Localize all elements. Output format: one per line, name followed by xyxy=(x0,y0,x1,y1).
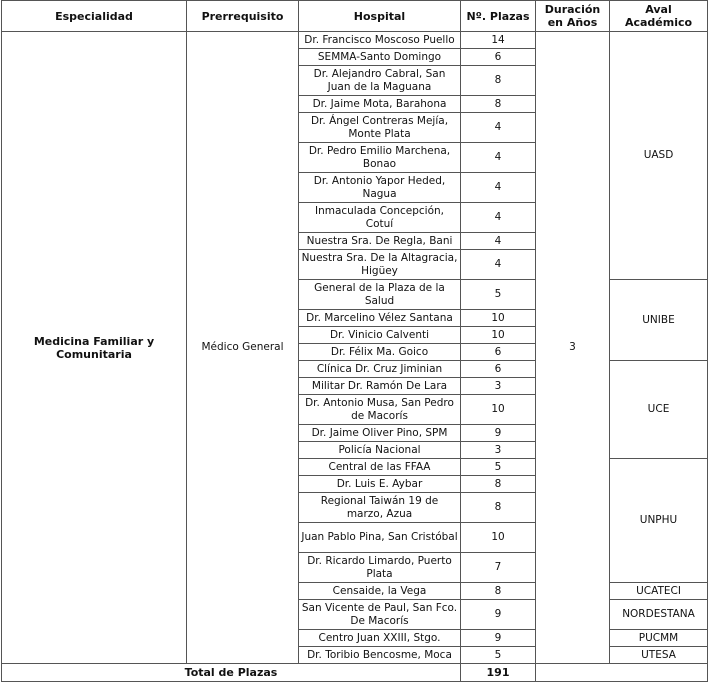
aval-cell: UASD xyxy=(610,32,708,280)
hospital-cell: Juan Pablo Pina, San Cristóbal xyxy=(299,523,461,553)
hospital-cell: Censaide, la Vega xyxy=(299,583,461,600)
aval-cell: UNPHU xyxy=(610,459,708,583)
plazas-cell: 3 xyxy=(461,442,536,459)
plazas-cell: 8 xyxy=(461,96,536,113)
hospital-cell: Dr. Pedro Emilio Marchena, Bonao xyxy=(299,143,461,173)
hospital-cell: Nuestra Sra. De Regla, Bani xyxy=(299,233,461,250)
plazas-cell: 9 xyxy=(461,630,536,647)
header-duracion: Duración en Años xyxy=(536,1,610,32)
hospital-cell: Dr. Luis E. Aybar xyxy=(299,476,461,493)
aval-cell: UTESA xyxy=(610,647,708,664)
plazas-cell: 14 xyxy=(461,32,536,49)
plazas-cell: 3 xyxy=(461,378,536,395)
aval-cell: PUCMM xyxy=(610,630,708,647)
hospital-cell: Dr. Marcelino Vélez Santana xyxy=(299,310,461,327)
hospital-cell: Central de las FFAA xyxy=(299,459,461,476)
total-value: 191 xyxy=(461,664,536,682)
hospital-cell: Dr. Jaime Oliver Pino, SPM xyxy=(299,425,461,442)
duracion-cell: 3 xyxy=(536,32,610,664)
plazas-cell: 8 xyxy=(461,66,536,96)
plazas-cell: 10 xyxy=(461,327,536,344)
plazas-cell: 10 xyxy=(461,310,536,327)
plazas-cell: 8 xyxy=(461,493,536,523)
plazas-cell: 5 xyxy=(461,280,536,310)
hospital-cell: Centro Juan XXIII, Stgo. xyxy=(299,630,461,647)
plazas-table xyxy=(1,0,708,682)
plazas-cell: 4 xyxy=(461,233,536,250)
hospital-cell: Dr. Vinicio Calventi xyxy=(299,327,461,344)
hospital-cell: Dr. Antonio Musa, San Pedro de Macorís xyxy=(299,395,461,425)
plazas-cell: 6 xyxy=(461,49,536,66)
hospital-cell: SEMMA-Santo Domingo xyxy=(299,49,461,66)
plazas-cell: 6 xyxy=(461,361,536,378)
plazas-cell: 8 xyxy=(461,583,536,600)
total-row xyxy=(2,664,708,682)
header-especialidad: Especialidad xyxy=(2,1,187,32)
plazas-cell: 4 xyxy=(461,113,536,143)
plazas-cell: 4 xyxy=(461,143,536,173)
table-row xyxy=(2,32,708,49)
aval-cell: UCE xyxy=(610,361,708,459)
plazas-cell: 10 xyxy=(461,395,536,425)
plazas-cell: 5 xyxy=(461,647,536,664)
hospital-cell: Dr. Francisco Moscoso Puello xyxy=(299,32,461,49)
plazas-cell: 9 xyxy=(461,600,536,630)
hospital-cell: Regional Taiwán 19 de marzo, Azua xyxy=(299,493,461,523)
hospital-cell: General de la Plaza de la Salud xyxy=(299,280,461,310)
prerrequisito-cell: Médico General xyxy=(187,32,299,664)
header-prerrequisito: Prerrequisito xyxy=(187,1,299,32)
especialidad-cell: Medicina Familiar y Comunitaria xyxy=(2,32,187,664)
plazas-cell: 4 xyxy=(461,250,536,280)
hospital-cell: Dr. Alejandro Cabral, San Juan de la Maguana xyxy=(299,66,461,96)
aval-cell: UCATECI xyxy=(610,583,708,600)
total-empty-cell xyxy=(536,664,708,682)
plazas-cell: 9 xyxy=(461,425,536,442)
plazas-cell: 7 xyxy=(461,553,536,583)
plazas-cell: 5 xyxy=(461,459,536,476)
hospital-cell: Policía Nacional xyxy=(299,442,461,459)
hospital-cell: Inmaculada Concepción, Cotuí xyxy=(299,203,461,233)
header-hospital: Hospital xyxy=(299,1,461,32)
hospital-cell: Clínica Dr. Cruz Jiminian xyxy=(299,361,461,378)
total-label: Total de Plazas xyxy=(2,664,461,682)
hospital-cell: Dr. Jaime Mota, Barahona xyxy=(299,96,461,113)
hospital-cell: Nuestra Sra. De la Altagracia, Higüey xyxy=(299,250,461,280)
hospital-cell: Dr. Félix Ma. Goico xyxy=(299,344,461,361)
plazas-cell: 4 xyxy=(461,173,536,203)
hospital-cell: Dr. Ricardo Limardo, Puerto Plata xyxy=(299,553,461,583)
table-body xyxy=(2,32,708,664)
aval-cell: UNIBE xyxy=(610,280,708,361)
hospital-cell: Militar Dr. Ramón De Lara xyxy=(299,378,461,395)
hospital-cell: San Vicente de Paul, San Fco. De Macorís xyxy=(299,600,461,630)
header-plazas: Nº. Plazas xyxy=(461,1,536,32)
plazas-cell: 8 xyxy=(461,476,536,493)
hospital-cell: Dr. Toribio Bencosme, Moca xyxy=(299,647,461,664)
plazas-cell: 4 xyxy=(461,203,536,233)
header-aval: Aval Académico xyxy=(610,1,708,32)
aval-cell: NORDESTANA xyxy=(610,600,708,630)
hospital-cell: Dr. Ángel Contreras Mejía, Monte Plata xyxy=(299,113,461,143)
hospital-cell: Dr. Antonio Yapor Heded, Nagua xyxy=(299,173,461,203)
plazas-cell: 10 xyxy=(461,523,536,553)
plazas-cell: 6 xyxy=(461,344,536,361)
